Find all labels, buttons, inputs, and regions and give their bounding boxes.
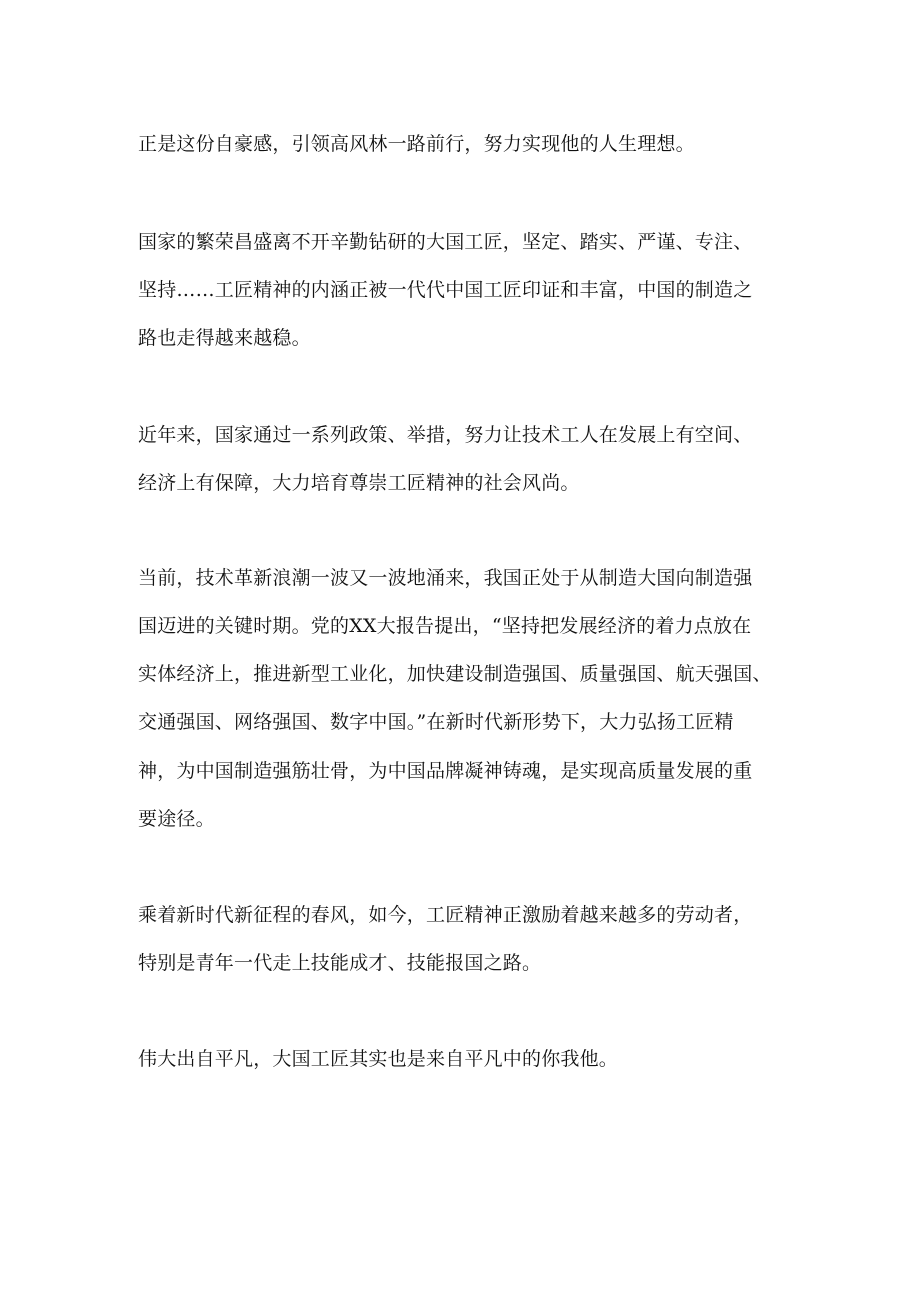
text-line: 近年来，国家通过一系列政策、举措，努力让技术工人在发展上有空间、 <box>138 424 753 446</box>
text-line: 国迈进的关键时期。党的XX大报告提出，“坚持把发展经济的着力点放在 <box>138 615 752 637</box>
text-line: 当前，技术革新浪潮一波又一波地涌来，我国正处于从制造大国向制造强 <box>138 567 753 589</box>
text-line: 交通强国、网络强国、数字中国。”在新时代新形势下，大力弘扬工匠精 <box>138 711 734 733</box>
text-line: 实体经济上，推进新型工业化，加快建设制造强国、质量强国、航天强国、 <box>138 663 772 685</box>
text-line: 经济上有保障，大力培育尊崇工匠精神的社会风尚。 <box>138 472 580 494</box>
text-line: 要途径。 <box>138 808 215 830</box>
text-line: 正是这份自豪感，引领高风林一路前行，努力实现他的人生理想。 <box>138 133 695 155</box>
text-line: 乘着新时代新征程的春风，如今，工匠精神正激励着越来越多的劳动者， <box>138 904 753 926</box>
text-line: 国家的繁荣昌盛离不开辛勤钻研的大国工匠，坚定、踏实、严谨、专注、 <box>138 231 753 253</box>
text-line: 伟大出自平凡，大国工匠其实也是来自平凡中的你我他。 <box>138 1048 619 1070</box>
text-line: 神，为中国制造强筋壮骨，为中国品牌凝神铸魂，是实现高质量发展的重 <box>138 760 753 782</box>
text-line: 坚持……工匠精神的内涵正被一代代中国工匠印证和丰富，中国的制造之 <box>138 279 753 301</box>
text-line: 路也走得越来越稳。 <box>138 327 311 349</box>
text-line: 特别是青年一代走上技能成才、技能报国之路。 <box>138 952 542 974</box>
